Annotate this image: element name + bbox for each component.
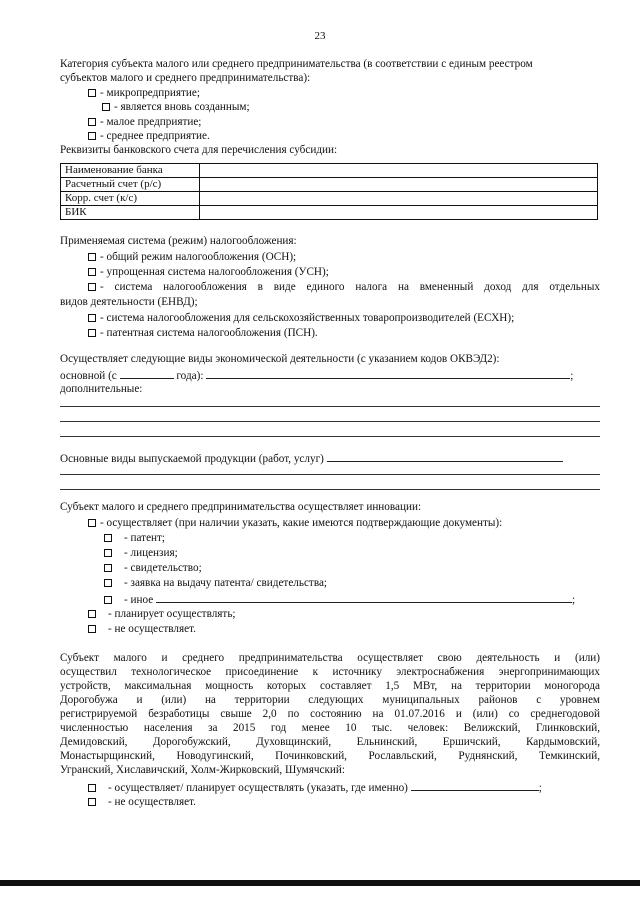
other-doc-field[interactable] <box>156 591 572 603</box>
main-mid: года): <box>176 370 204 382</box>
option-label: - лицензия; <box>124 547 178 559</box>
products-row <box>60 450 600 466</box>
option-label: - система налогообложения в виде единого налога на вмененный доход для отдельных <box>100 281 600 293</box>
checkbox[interactable] <box>104 596 112 604</box>
option-label: - планирует осуществлять; <box>108 608 236 620</box>
category-option-new[interactable] <box>102 100 640 114</box>
checkbox[interactable] <box>104 549 112 557</box>
account-field[interactable] <box>200 178 598 192</box>
connection-line-5: регистрируемой безработицы свыше 2,0 по состоянию на 01.07.2016 и (или) со среднегодовой <box>60 708 600 720</box>
checkbox[interactable] <box>88 132 96 140</box>
bank-heading: Реквизиты банковского счета для перечисления субсидии: <box>60 144 338 156</box>
page-number: 23 <box>314 30 326 42</box>
category-option-medium[interactable] <box>88 129 628 143</box>
main-prefix: основной (с <box>60 370 117 382</box>
innovation-implements[interactable] <box>88 516 600 530</box>
tax-option-eshn[interactable] <box>88 311 600 325</box>
bank-name-label: Наименование банка <box>61 164 200 178</box>
option-label: - осуществляет/ планирует осуществлять (указать, где именно) <box>108 782 408 794</box>
connection-line-9: Угранский, Хиславичский, Холм-Жирковский, Шумячский: <box>60 764 346 776</box>
checkbox[interactable] <box>88 519 96 527</box>
connection-line-8: Монастырщинский, Новодугинский, Починковский, Рославльский, Руднянский, Темкинский, <box>60 750 600 762</box>
checkbox[interactable] <box>104 564 112 572</box>
checkbox[interactable] <box>88 784 96 792</box>
tax-option-osn[interactable] <box>88 250 600 264</box>
option-label: - иное <box>124 594 154 606</box>
checkbox[interactable] <box>88 610 96 618</box>
option-label: - не осуществляет. <box>108 623 196 635</box>
tax-heading: Применяемая система (режим) налогообложения: <box>60 235 297 247</box>
main-activity-field[interactable] <box>206 367 570 379</box>
table-row <box>61 192 598 206</box>
activity-heading: Осуществляет следующие виды экономической деятельности (с указанием кодов ОКВЭД2): <box>60 353 500 365</box>
tax-envd-continuation: видов деятельности (ЕНВД); <box>60 296 198 308</box>
connection-line-3: устройств, максимальная мощность которых составляет 1,5 МВт, на территории моногорода <box>60 680 600 692</box>
option-label: - общий режим налогообложения (ОСН); <box>100 251 297 263</box>
option-label: - заявка на выдачу патента/ свидетельства; <box>124 577 328 589</box>
option-label: - патент; <box>124 532 166 544</box>
connection-line-7: Демидовский, Дорогобужский, Духовщинский, Ельнинский, Ершичский, Кардымовский, <box>60 736 600 748</box>
table-row <box>61 206 598 220</box>
innovation-plans[interactable] <box>88 607 600 621</box>
products-label: Основные виды выпускаемой продукции (работ, услуг) <box>60 453 324 465</box>
option-label: - патентная система налогообложения (ПСН). <box>100 327 318 339</box>
checkbox[interactable] <box>104 579 112 587</box>
bank-details-table <box>60 163 598 220</box>
connection-option-yes[interactable] <box>88 779 600 795</box>
checkbox[interactable] <box>102 103 110 111</box>
category-heading-line2: субъектов малого и среднего предпринимательства): <box>60 72 311 84</box>
other-end: ; <box>572 594 576 606</box>
connection-line-4: Дорогобужа и (или) на территории следующих муниципальных районов с уровнем <box>60 694 600 706</box>
connection-end: ; <box>538 782 542 794</box>
products-field[interactable] <box>327 450 563 462</box>
innovation-doc-other[interactable] <box>104 591 600 607</box>
additional-activity-line-3[interactable] <box>60 436 600 437</box>
products-line-1[interactable] <box>60 474 600 475</box>
option-label: - упрощенная система налогообложения (УСН); <box>100 266 329 278</box>
category-option-micro[interactable] <box>88 86 628 100</box>
checkbox[interactable] <box>88 625 96 633</box>
checkbox[interactable] <box>88 283 96 291</box>
corr-account-label: Корр. счет (к/с) <box>61 192 200 206</box>
checkbox[interactable] <box>88 314 96 322</box>
checkbox[interactable] <box>88 798 96 806</box>
checkbox[interactable] <box>104 534 112 542</box>
innovation-doc-certificate[interactable] <box>104 561 640 575</box>
connection-where-field[interactable] <box>411 779 539 791</box>
checkbox[interactable] <box>88 253 96 261</box>
option-label: - среднее предприятие. <box>100 130 210 142</box>
option-label: - микропредприятие; <box>100 87 200 99</box>
table-row <box>61 164 598 178</box>
innovation-doc-license[interactable] <box>104 546 640 560</box>
category-heading-line1: Категория субъекта малого или среднего предпринимательства (в соответствии с единым реестром <box>60 58 533 70</box>
innovation-not[interactable] <box>88 622 600 636</box>
connection-line-2: осуществил технологическое присоединение к источнику электроснабжения энергопринимающих <box>60 666 600 678</box>
option-label: - является вновь созданным; <box>114 101 250 113</box>
additional-activity-line-2[interactable] <box>60 421 600 422</box>
connection-line-6: численностью населения за 2015 год менее 10 тыс. человек: Велижский, Глинковский, <box>60 722 600 734</box>
innovation-doc-application[interactable] <box>104 576 640 590</box>
scan-bottom-border <box>0 880 640 886</box>
checkbox[interactable] <box>88 268 96 276</box>
additional-activity-line-1[interactable] <box>60 406 600 407</box>
option-label: - система налогообложения для сельскохозяйственных товаропроизводителей (ЕСХН); <box>100 312 515 324</box>
connection-line-1: Субъект малого и среднего предпринимательства осуществляет свою деятельность и (или) <box>60 652 600 664</box>
products-line-2[interactable] <box>60 489 600 490</box>
corr-account-field[interactable] <box>200 192 598 206</box>
connection-option-no[interactable] <box>88 795 600 809</box>
category-option-small[interactable] <box>88 115 628 129</box>
innovation-doc-patent[interactable] <box>104 531 640 545</box>
tax-option-psn[interactable] <box>88 326 600 340</box>
tax-option-envd[interactable] <box>88 280 600 294</box>
table-row <box>61 178 598 192</box>
checkbox[interactable] <box>88 89 96 97</box>
tax-option-usn[interactable] <box>88 265 600 279</box>
bank-name-field[interactable] <box>200 164 598 178</box>
bik-field[interactable] <box>200 206 598 220</box>
main-end: ; <box>570 370 574 382</box>
account-label: Расчетный счет (р/с) <box>61 178 200 192</box>
option-label: - осуществляет (при наличии указать, какие имеются подтверждающие документы): <box>100 517 503 529</box>
innovation-heading: Субъект малого и среднего предпринимательства осуществляет инновации: <box>60 501 422 513</box>
checkbox[interactable] <box>88 329 96 337</box>
option-label: - малое предприятие; <box>100 116 202 128</box>
activity-additional-label: дополнительные: <box>60 383 143 395</box>
checkbox[interactable] <box>88 118 96 126</box>
option-label: - не осуществляет. <box>108 796 196 808</box>
activity-main-row <box>60 367 600 383</box>
main-year-field[interactable] <box>120 367 174 379</box>
bik-label: БИК <box>61 206 200 220</box>
option-label: - свидетельство; <box>124 562 202 574</box>
